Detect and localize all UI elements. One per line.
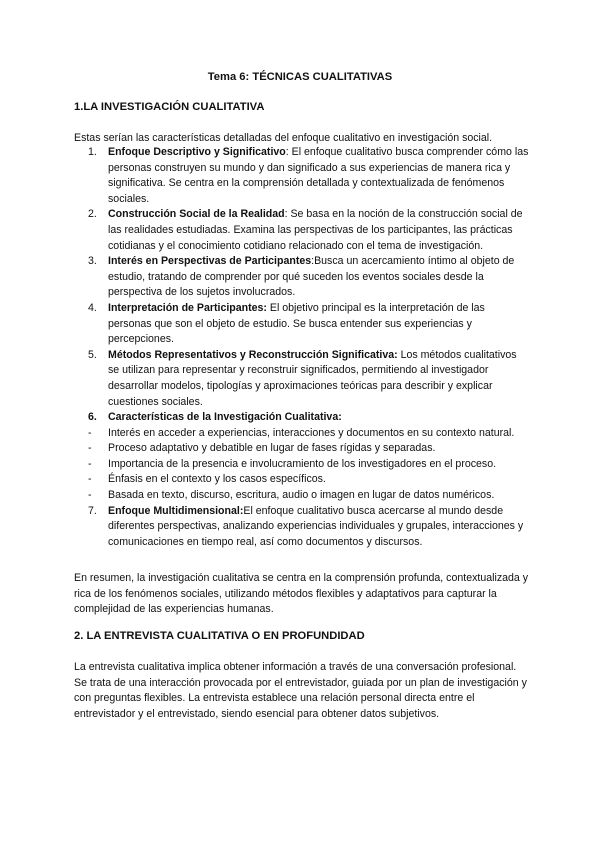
item-term: Enfoque Multidimensional:	[108, 504, 244, 517]
dash-item-text: Énfasis en el contexto y los casos específicos.	[108, 473, 326, 486]
item-text: Los métodos cualitativos se utilizan para representar y reconstruir significados, permitiendo al investigador desarrollar modelos, tipologías y aproximaciones teóricas para describir y explicar cuestiones sociales.	[108, 348, 517, 408]
item-text: : El enfoque cualitativo busca comprender cómo las personas construyen su mundo y dan significado a sus experiencias de manera rica y significativa. Se centra en la comprensión detallada y contextualizada de fenómenos sociales.	[108, 146, 529, 205]
section1-intro: Estas serían las características detalladas del enfoque cualitativo en investigación social.	[74, 132, 493, 144]
list-item: 1. Enfoque Descriptivo y Significativo: El enfoque cualitativo busca comprender cómo las personas construyen su mundo y dan significado a sus experiencias de manera rica y significativa. Se centra en la comprensión detallada y contextualizada de fenómenos sociales.	[88, 146, 529, 205]
item-term: Características de la Investigación Cualitativa:	[108, 411, 342, 424]
list-item: 5. Métodos Representativos y Reconstrucción Significativa: Los métodos cualitativos se utilizan para representar y reconstruir significados, permitiendo al investigador desarrollar modelos, tipologías y aproximaciones teóricas para describir y explicar cuestiones sociales.	[88, 348, 517, 408]
section1-summary: En resumen, la investigación cualitativa se centra en la comprensión profunda, contextualizada y rica de los fenómenos sociales, utilizando métodos flexibles y adaptativos para capturar la complejidad de las experiencias humanas.	[74, 572, 529, 616]
item-term: Enfoque Descriptivo y Significativo	[108, 146, 286, 158]
dash-list-item: - Proceso adaptativo y debatible en lugar de fases rígidas y separadas.	[88, 442, 436, 455]
item-text: :Busca un acercamiento íntimo al objeto de estudio, tratando de comprender por qué suceden los eventos sociales desde la perspectiva de los sujetos involucrados.	[108, 255, 515, 299]
item-term: Interés en Perspectivas de Participantes	[108, 255, 312, 268]
list-item: 6. Características de la Investigación Cualitativa:	[88, 411, 342, 424]
dash-list-item: - Importancia de la presencia e involucramiento de los investigadores en el proceso.	[88, 457, 497, 470]
dash-list-item: - Interés en acceder a experiencias, interacciones y documentos en su contexto natural.	[88, 426, 515, 439]
list-item: 4. Interpretación de Participantes: El objetivo principal es la interpretación de las personas que son el objeto de estudio. Se busca entender sus experiencias y percepciones.	[88, 301, 485, 346]
dash-item-text: Importancia de la presencia e involucramiento de los investigadores en el proceso.	[108, 457, 497, 470]
item-term: Interpretación de Participantes:	[108, 301, 267, 314]
section2-paragraph: La entrevista cualitativa implica obtener información a través de una conversación profesional. Se trata de una interacción provocada por el entrevistador, guiada por un plan de investigación y con preguntas flexibles. La entrevista establece una relación personal directa entre el entrevistador y el entrevistado, siendo esencial para obtener datos subjetivos.	[74, 661, 527, 720]
dash-item-text: Interés en acceder a experiencias, interacciones y documentos en su contexto natural.	[108, 426, 515, 439]
dash-list-item: - Basada en texto, discurso, escritura, audio o imagen en lugar de datos numéricos.	[88, 489, 495, 502]
list-item: 3. Interés en Perspectivas de Participantes:Busca un acercamiento íntimo al objeto de estudio, tratando de comprender por qué suceden los eventos sociales desde la perspectiva de los sujetos involucrados.	[88, 255, 515, 299]
page-title: Tema 6: TÉCNICAS CUALITATIVAS	[207, 71, 393, 83]
dash-list-item: - Énfasis en el contexto y los casos específicos.	[88, 473, 326, 486]
section1-heading: 1.LA INVESTIGACIÓN CUALITATIVA	[74, 101, 265, 113]
list-item: 2. Construcción Social de la Realidad: Se basa en la noción de la construcción social de las realidades estudiadas. Examina las perspectivas de los participantes, las prácticas cotidianas y el conocimiento cotidiano relacionado con el tema de investigación.	[88, 208, 523, 252]
list-item: 7. Enfoque Multidimensional:El enfoque cualitativo busca acercarse al mundo desde diferentes perspectivas, analizando experiencias individuales y grupales, interacciones y comunicaciones en tiempo real, así como documentos y discursos.	[88, 504, 524, 548]
item-text: El objetivo principal es la interpretación de las personas que son el objeto de estudio. Se busca entender sus experiencias y percepciones.	[108, 301, 485, 346]
dash-item-text: Basada en texto, discurso, escritura, audio o imagen en lugar de datos numéricos.	[108, 489, 495, 502]
item-term: Construcción Social de la Realidad	[108, 208, 285, 221]
dash-item-text: Proceso adaptativo y debatible en lugar de fases rígidas y separadas.	[108, 442, 436, 455]
item-term: Métodos Representativos y Reconstrucción Significativa:	[108, 348, 398, 361]
characteristics-list	[74, 145, 530, 550]
item-text: El enfoque cualitativo busca acercarse al mundo desde diferentes perspectivas, analizando experiencias individuales y grupales, interacciones y comunicaciones en tiempo real, así como documentos y discursos.	[108, 504, 524, 548]
section2-heading: 2. LA ENTREVISTA CUALITATIVA O EN PROFUNDIDAD	[74, 630, 365, 642]
item-text: : Se basa en la noción de la construcción social de las realidades estudiadas. Examina las perspectivas de los participantes, las prácticas cotidianas y el conocimiento cotidiano relacionado con el tema de investigación.	[108, 208, 523, 252]
